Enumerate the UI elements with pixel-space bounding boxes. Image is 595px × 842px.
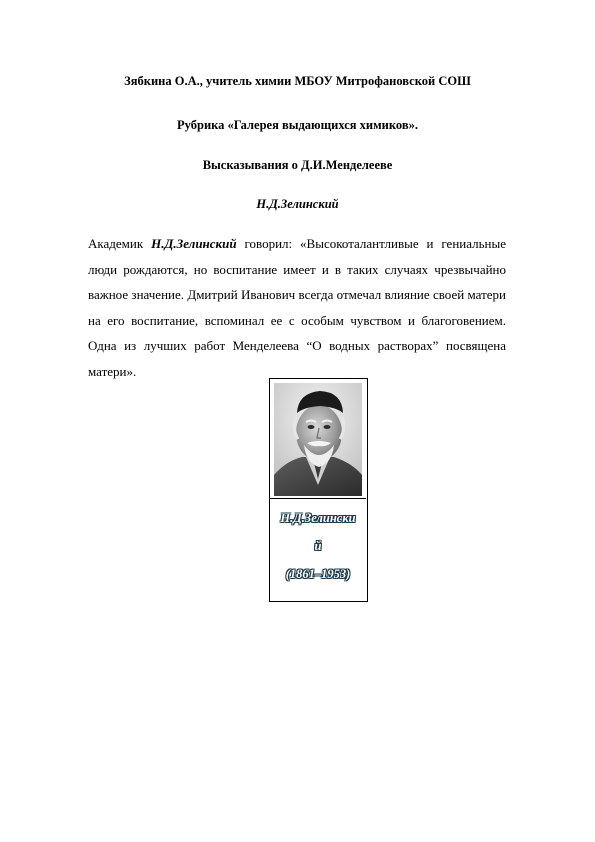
speaker-heading: Н.Д.Зелинский: [256, 197, 339, 211]
portrait-frame: [269, 378, 368, 602]
portrait-caption-name-part2: й: [314, 539, 322, 553]
portrait-photo: [274, 383, 362, 496]
topic-line: Высказывания о Д.И.Менделееве: [202, 158, 393, 172]
quote-text: говорил: «Высокоталантливые и гениальные люди рождаются, но воспитание имеет и в таких случаях чрезвычайно важное значение. Дмитрий Иванович всегда отмечал влияние своей матери на его воспитание, вспоминал ее с особым чувством и благоговением. Одна из лучших работ Менделеева “О водных растворах” посвящена матери».: [88, 236, 506, 379]
portrait-caption-name-part1: Н.Д.Зелински: [280, 511, 356, 525]
portrait-caption-years: (1861–1953): [285, 567, 351, 581]
quote-prefix: Академик: [88, 236, 152, 251]
quote-paragraph: [88, 231, 506, 385]
rubric-line: Рубрика «Галерея выдающихся химиков».: [177, 118, 418, 132]
quote-speaker: Н.Д.Зелинский: [151, 236, 237, 251]
portrait-caption: [270, 498, 366, 600]
author-line: Зябкина О.А., учитель химии МБОУ Митрофановской СОШ: [124, 74, 471, 88]
